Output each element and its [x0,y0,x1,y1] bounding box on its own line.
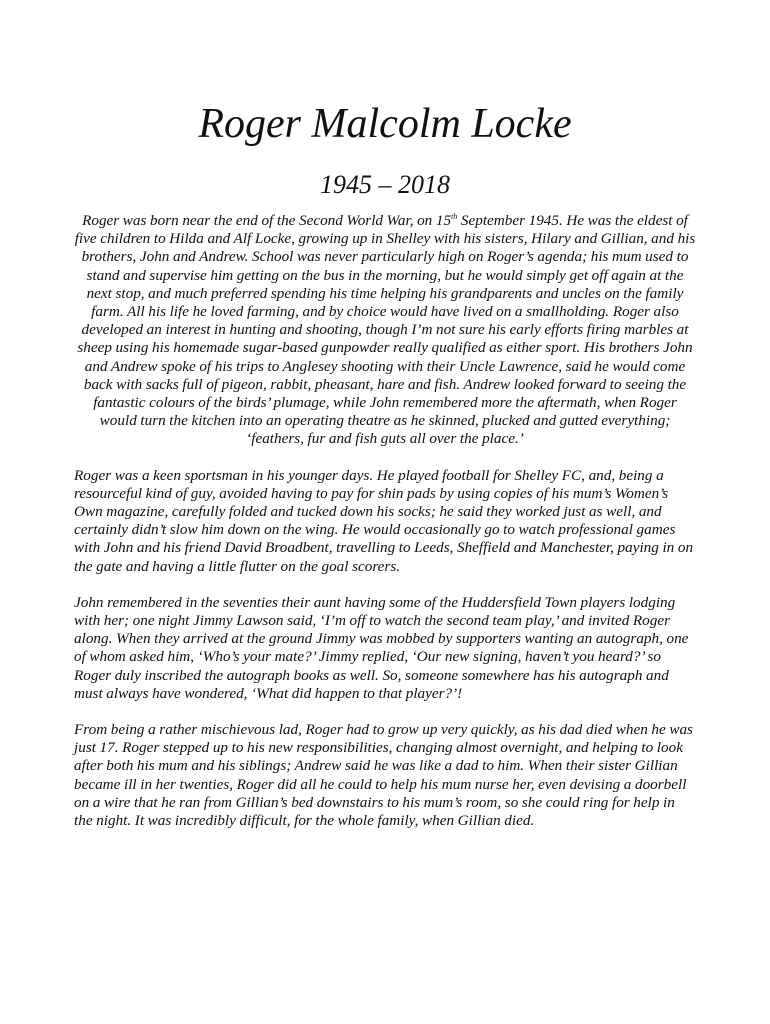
paragraph-early-life-start: Roger was born near the end of the Second World War, on 15 [82,212,452,229]
page-title: Roger Malcolm Locke [198,101,572,147]
life-dates: 1945 – 2018 [320,170,450,199]
paragraph-autograph: John remembered in the seventies their aunt having some of the Huddersfield Town players lodging with her; one night Jimmy Lawson said, ‘I’m off to watch the second team play,’ and invited Roger along. When they arrived at the ground Jimmy was mobbed by supporters wanting an autograph, one of whom asked him, ‘Who’s your mate?’ Jimmy replied, ‘Our new signing, haven’t you heard?’ so Roger duly inscribed the autograph books as well. So, someone somewhere has his autograph and must always have wondered, ‘What did happen to that player?’! [74,593,689,702]
paragraph-sportsman: Roger was a keen sportsman in his younger days. He played football for Shelley FC, and, being a resourceful kind of guy, avoided having to pay for shin pads by using copies of his mum’s Women’s Own magazine, carefully folded and tucked down his socks; he said they worked just as well, and certainly didn’t slow him down on the wing. He would occasionally go to watch professional games with John and his friend David Broadbent, travelling to Leeds, Sheffield and Manchester, paying in on the gate and having a little flutter on the goal scorers. [74,466,694,575]
paragraph-early-life-rest: September 1945. He was the eldest of five children to Hilda and Alf Locke, growing up in Shelley with his sisters, Hilary and Gillian, and his brothers, John and Andrew. School was never particularly high on Roger’s agenda; his mum used to stand and supervise him getting on the bus in the morning, but he would simply get off again at the next stop, and much preferred spending his time helping his grandparents and uncles on the family farm. All his life he loved farming, and by choice would have lived on a smallholding. Roger also developed an interest in hunting and shooting, though I’m not sure his early efforts firing marbles at sheep using his homemade sugar-based gunpowder really qualified as either sport. His brothers John and Andrew spoke of his trips to Anglesey shooting with their Uncle Lawrence, said he would come back with sacks full of pigeon, rabbit, pheasant, hare and fish. Andrew looked forward to seeing the fantastic colours of the birds’ plumage, while John remembered more the aftermath, when Roger would turn the kitchen into an operating theatre as he skinned, plucked and gutted everything; ‘feathers, fur and fish guts all over the place.’ [74,212,696,448]
paragraph-responsibilities: From being a rather mischievous lad, Roger had to grow up very quickly, as his dad died when he was just 17. Roger stepped up to his new responsibilities, changing almost overnight, and helping to look after both his mum and his siblings; Andrew said he was like a dad to him. When their sister Gillian became ill in her twenties, Roger did all he could to help his mum nurse her, even devising a doorbell on a wire that he ran from Gillian’s bed downstairs to his mum’s room, so she could ring for help in the night. It was incredibly difficult, for the whole family, when Gillian died. [74,721,693,830]
ordinal-suffix: th [451,212,458,221]
paragraph-early-life [74,212,696,449]
